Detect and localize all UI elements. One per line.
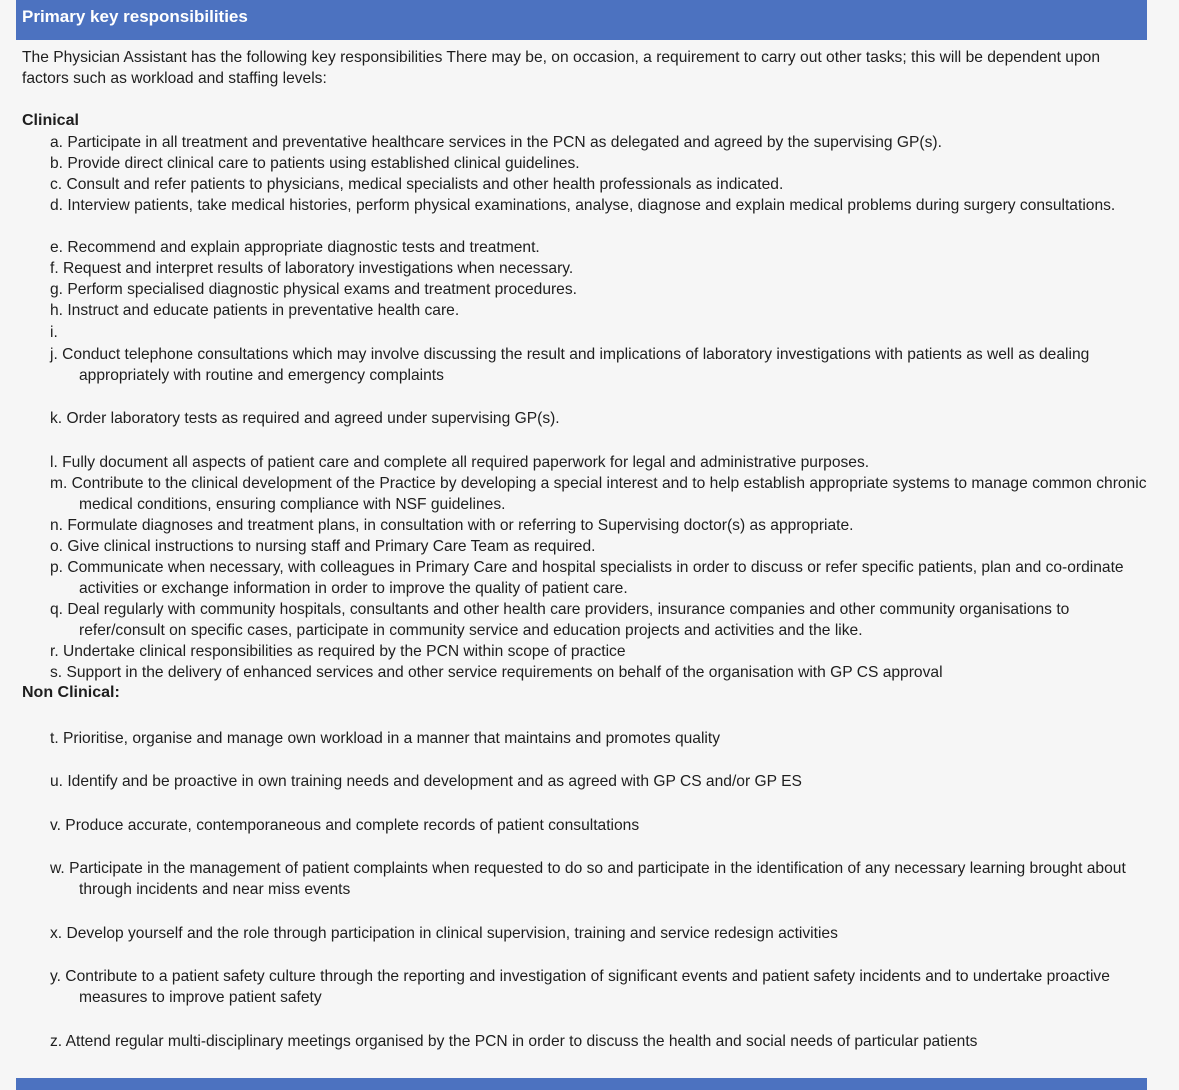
clinical-item-p: p. Communicate when necessary, with colleagues in Primary Care and hospital specialists in order to discuss or refer specific patients, plan and co-ordinate activities or exchange information in order to improve the quality of patient care. xyxy=(50,559,1124,597)
clinical-item-m: m. Contribute to the clinical development of the Practice by developing a special interest and to help establish appropriate systems to manage common chronic medical conditions, ensuring compliance with NSF guidelines. xyxy=(50,475,1147,513)
clinical-item-n: n. Formulate diagnoses and treatment plans, in consultation with or referring to Supervising doctor(s) as appropriate. xyxy=(50,517,854,534)
clinical-item-f: f. Request and interpret results of laboratory investigations when necessary. xyxy=(50,260,574,277)
non-clinical-item-z: z. Attend regular multi-disciplinary meetings organised by the PCN in order to discuss the health and social needs of particular patients xyxy=(50,1033,978,1050)
clinical-item-e: e. Recommend and explain appropriate diagnostic tests and treatment. xyxy=(50,239,540,256)
clinical-heading: Clinical xyxy=(22,112,79,129)
intro-paragraph: The Physician Assistant has the following key responsibilities There may be, on occasion, a requirement to carry out other tasks; this will be dependent upon factors such as workload and staffing levels: xyxy=(22,49,1100,87)
section-header-bar xyxy=(16,0,1147,40)
clinical-item-s: s. Support in the delivery of enhanced services and other service requirements on behalf of the organisation with GP CS approval xyxy=(50,664,943,681)
clinical-item-i: i. xyxy=(50,324,58,341)
non-clinical-item-u: u. Identify and be proactive in own training needs and development and as agreed with GP CS and/or GP ES xyxy=(50,773,802,790)
clinical-item-q: q. Deal regularly with community hospitals, consultants and other health care providers, insurance companies and other community organisations to refer/consult on specific cases, participate in community service and education projects and activities and the like. xyxy=(50,601,1070,639)
non-clinical-item-y: y. Contribute to a patient safety culture through the reporting and investigation of significant events and patient safety incidents and to undertake proactive measures to improve patient safety xyxy=(50,968,1110,1006)
clinical-item-c: c. Consult and refer patients to physicians, medical specialists and other health professionals as indicated. xyxy=(50,176,784,193)
next-section-header-bar xyxy=(16,1078,1147,1090)
clinical-item-g: g. Perform specialised diagnostic physical exams and treatment procedures. xyxy=(50,281,577,298)
non-clinical-heading: Non Clinical: xyxy=(22,684,120,701)
clinical-item-o: o. Give clinical instructions to nursing staff and Primary Care Team as required. xyxy=(50,538,596,555)
clinical-item-l: l. Fully document all aspects of patient care and complete all required paperwork for legal and administrative purposes. xyxy=(50,454,870,471)
section-title: Primary key responsibilities xyxy=(22,7,248,26)
clinical-item-j: j. Conduct telephone consultations which may involve discussing the result and implications of laboratory investigations with patients as well as dealing appropriately with routine and emergency complaints xyxy=(50,346,1090,384)
non-clinical-item-t: t. Prioritise, organise and manage own workload in a manner that maintains and promotes quality xyxy=(50,730,721,747)
non-clinical-item-x: x. Develop yourself and the role through participation in clinical supervision, training and service redesign activities xyxy=(50,925,838,942)
non-clinical-item-w: w. Participate in the management of patient complaints when requested to do so and participate in the identification of any necessary learning brought about through incidents and near miss events xyxy=(50,860,1126,898)
clinical-item-r: r. Undertake clinical responsibilities as required by the PCN within scope of practice xyxy=(50,643,626,660)
non-clinical-item-v: v. Produce accurate, contemporaneous and complete records of patient consultations xyxy=(50,817,640,834)
clinical-item-a: a. Participate in all treatment and preventative healthcare services in the PCN as delegated and agreed by the supervising GP(s). xyxy=(50,134,942,151)
clinical-item-d: d. Interview patients, take medical histories, perform physical examinations, analyse, diagnose and explain medical problems during surgery consultations. xyxy=(50,197,1116,214)
clinical-item-h: h. Instruct and educate patients in preventative health care. xyxy=(50,302,460,319)
clinical-item-b: b. Provide direct clinical care to patients using established clinical guidelines. xyxy=(50,155,580,172)
clinical-item-k: k. Order laboratory tests as required and agreed under supervising GP(s). xyxy=(50,410,560,427)
